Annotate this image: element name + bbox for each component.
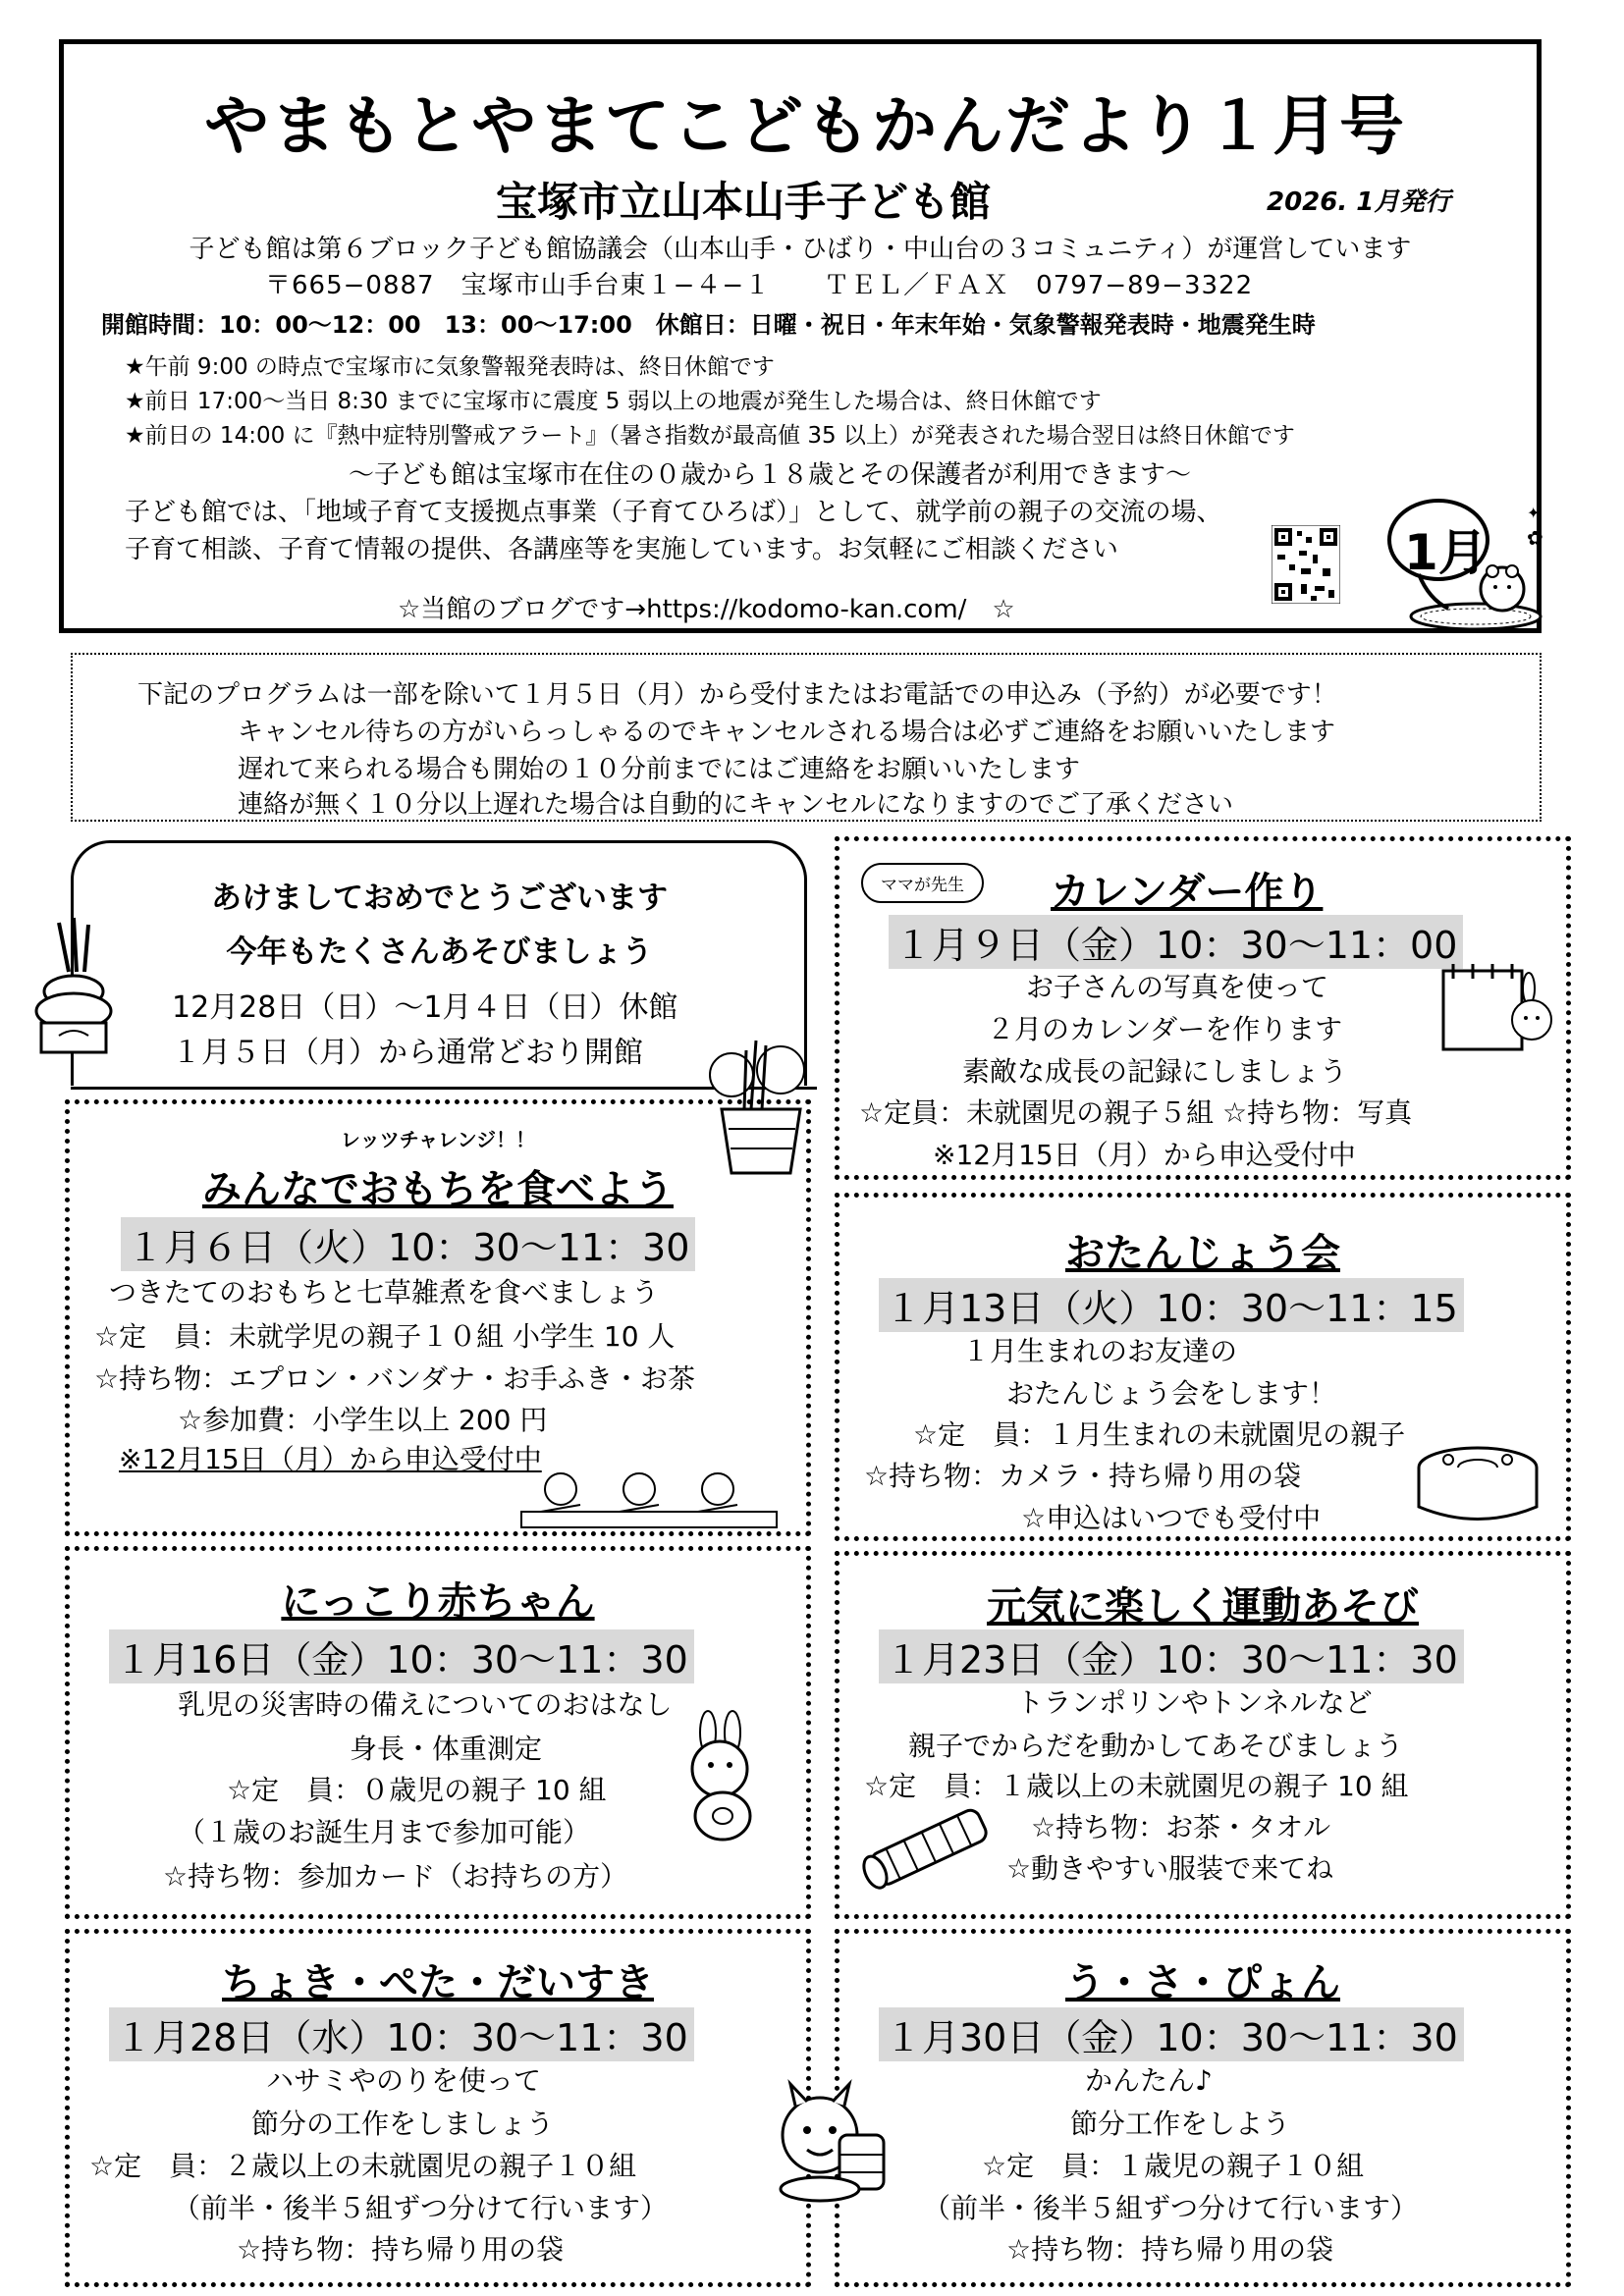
notice-line: 遅れて来られる場合も開始の１０分前までにはご連絡をお願いいたします [238, 755, 1081, 784]
event-calendar [835, 836, 1571, 1180]
event-title: みんなでおもちを食べよう [202, 1167, 674, 1212]
greeting-line: あけましておめでとうございます [211, 881, 668, 916]
event-exercise [835, 1551, 1571, 1919]
event-line: ☆持ち物：持ち帰り用の袋 [1006, 2233, 1334, 2266]
event-line: １月生まれのお友達の [962, 1335, 1238, 1367]
calendar-rabbit-icon [1438, 959, 1556, 1057]
event-date: １月16日（金）10：30～11：30 [109, 1629, 694, 1683]
event-line: ２月のカレンダーを作ります [987, 1013, 1343, 1045]
header-box [59, 39, 1542, 633]
note-item: ★前日の 14:00 に『熱中症特別警戒アラート』（暑さ指数が最高値 35 以上）が発表された場合翌日は終日休館です [125, 423, 1295, 449]
event-line: ☆持ち物：エプロン・バンダナ・お手ふき・お茶 [94, 1362, 695, 1395]
kagami-mochi-icon [29, 913, 118, 1060]
event-line: （１歳のお誕生月まで参加可能） [178, 1816, 591, 1848]
facility-name: 宝塚市立山本山手子ども館 [496, 178, 992, 226]
notice-box [71, 653, 1542, 822]
newsletter-title: やまもとやまてこどもかんだより１月号 [204, 88, 1406, 164]
notice-line: キャンセル待ちの方がいらっしゃるのでキャンセルされる場合は必ずご連絡をお願いいたします [238, 718, 1336, 747]
event-line: ハサミやのりを使って [266, 2064, 542, 2097]
event-title: う・さ・ぴょん [1065, 1960, 1340, 2005]
oni-icon [766, 2076, 893, 2204]
event-line: （前半・後半５組ずつ分けて行います） [923, 2192, 1419, 2224]
closed-period: 12月28日（日）～1月４日（日）休館 [172, 990, 678, 1025]
notice-line: 連絡が無く１０分以上遅れた場合は自動的にキャンセルになりますのでご了承ください [238, 790, 1234, 820]
qr-code-icon[interactable] [1272, 525, 1340, 604]
eligibility-line: ～子ども館は宝塚市在住の０歳から１８歳とその保護者が利用できます～ [349, 460, 1192, 490]
event-line: 節分工作をしよう [1070, 2108, 1291, 2140]
event-line: ☆定 員：１歳児の親子１０組 [982, 2150, 1365, 2182]
note-item: ★前日 17:00～当日 8:30 までに宝塚市に震度 5 弱以上の地震が発生した場合は、終日休館です [125, 389, 1102, 414]
event-tag: レッツチャレンジ！！ [340, 1128, 536, 1151]
event-line: ☆参加費：小学生以上 200 円 [178, 1404, 548, 1436]
event-line: ☆持ち物：お茶・タオル [1031, 1811, 1331, 1843]
hours-line: 開館時間：10：00～12：00 13：00～17:00 休館日：日曜・祝日・年末年始・気象警報発表時・地震発生時 [101, 311, 1316, 339]
event-date: １月９日（金）10：30～11：00 [889, 915, 1463, 969]
event-title: ちょき・ぺた・だいすき [222, 1960, 654, 2005]
event-line: お子さんの写真を使って [1026, 971, 1329, 1003]
event-line: トランポリンやトンネルなど [1016, 1686, 1373, 1719]
event-line: 乳児の災害時の備えについてのおはなし [178, 1688, 673, 1721]
event-date: １月28日（水）10：30～11：30 [109, 2007, 694, 2061]
address-line: 〒665−0887 宝塚市山手台東１−４−１ ＴＥＬ／ＦＡＸ 0797−89−3322 [265, 271, 1254, 300]
event-title: おたんじょう会 [1065, 1231, 1340, 1276]
event-title: 元気に楽しく運動あそび [987, 1584, 1419, 1629]
event-birthday [835, 1193, 1571, 1541]
month-badge: 1月 [1404, 524, 1488, 581]
event-line: ☆定 員：１歳以上の未就園児の親子 10 組 [864, 1770, 1409, 1802]
event-line: 節分の工作をしましょう [251, 2108, 555, 2140]
event-line: ☆動きやすい服装で来てね [1006, 1852, 1334, 1885]
event-baby [65, 1546, 811, 1919]
event-line: ☆持ち物：カメラ・持ち帰り用の袋 [864, 1460, 1302, 1492]
event-title: カレンダー作り [1051, 870, 1324, 915]
event-line: つきたてのおもちと七草雑煮を食べましょう [109, 1276, 660, 1308]
event-line: 素敵な成長の記録にしましょう [962, 1055, 1348, 1088]
event-date: １月13日（火）10：30～11：15 [879, 1278, 1464, 1332]
rabbit-donut-icon [678, 1708, 767, 1845]
event-line: ☆定員：未就園児の親子５組 ☆持ち物：写真 [859, 1096, 1413, 1129]
note-item: ★午前 9:00 の時点で宝塚市に気象警報発表時は、終日休館です [125, 354, 775, 380]
event-line: ☆定 員：未就学児の親子１０組 小学生 10 人 [94, 1320, 676, 1353]
event-usa [835, 1929, 1571, 2287]
svg-text:✿: ✿ [1527, 526, 1543, 550]
event-line: かんたん♪ [1085, 2064, 1213, 2097]
description-line: 子育て相談、子育て情報の提供、各講座等を実施しています。お気軽にご相談ください [125, 535, 1118, 564]
event-date: １月30日（金）10：30～11：30 [879, 2007, 1464, 2061]
event-choki [65, 1929, 811, 2287]
issue-date: 2026. 1月発行 [1267, 187, 1451, 217]
svg-text:✦: ✦ [1527, 504, 1541, 522]
event-line: おたんじょう会をします！ [1006, 1377, 1337, 1410]
event-mochi [65, 1099, 811, 1536]
event-title: にっこり赤ちゃん [281, 1579, 595, 1625]
event-line: 身長・体重測定 [350, 1733, 543, 1765]
event-date: １月23日（金）10：30～11：30 [879, 1629, 1464, 1683]
event-line: ※12月15日（月）から申込受付中 [119, 1443, 542, 1475]
event-line: 親子でからだを動かしてあそびましょう [908, 1730, 1404, 1762]
description-line: 子ども館では、「地域子育て支援拠点事業（子育てひろば）」として、就学前の親子の交流の場、 [125, 498, 1222, 527]
event-line: ☆持ち物：持ち帰り用の袋 [237, 2233, 565, 2266]
event-line: （前半・後半５組ずつ分けて行います） [173, 2192, 669, 2224]
reopen-date: １月５日（月）から通常どおり開館 [172, 1036, 643, 1070]
event-line: ☆定 員：０歳児の親子 10 組 [227, 1774, 607, 1806]
greeting-line: 今年もたくさんあそびましょう [226, 934, 653, 970]
event-date: １月６日（火）10：30～11：30 [121, 1217, 695, 1271]
event-line: ☆定 員：２歳以上の未就園児の親子１０組 [89, 2150, 637, 2182]
cake-icon [1409, 1438, 1546, 1526]
event-line: ☆申込はいつでも受付中 [1021, 1502, 1322, 1534]
event-line: ☆定 員：１月生まれの未就園児の親子 [913, 1418, 1406, 1451]
operator-line: 子ども館は第６ブロック子ども館協議会（山本山手・ひばり・中山台の３コミュニティ）が運営しています [189, 235, 1412, 264]
blog-link[interactable]: ☆当館のブログです→https://kodomo-kan.com/ ☆ [398, 595, 1015, 624]
children-eating-icon [502, 1468, 796, 1531]
ehomaki-roll-icon [854, 1791, 1001, 1899]
notice-line: 下記のプログラムは一部を除いて１月５日（月）から受付またはお電話での申込み（予約）が必要です！ [137, 680, 1337, 710]
teacher-tag: ママが先生 [861, 863, 984, 903]
event-line: ※12月15日（月）から申込受付中 [933, 1139, 1356, 1171]
event-line: ☆持ち物：参加カード（お持ちの方） [163, 1860, 628, 1893]
